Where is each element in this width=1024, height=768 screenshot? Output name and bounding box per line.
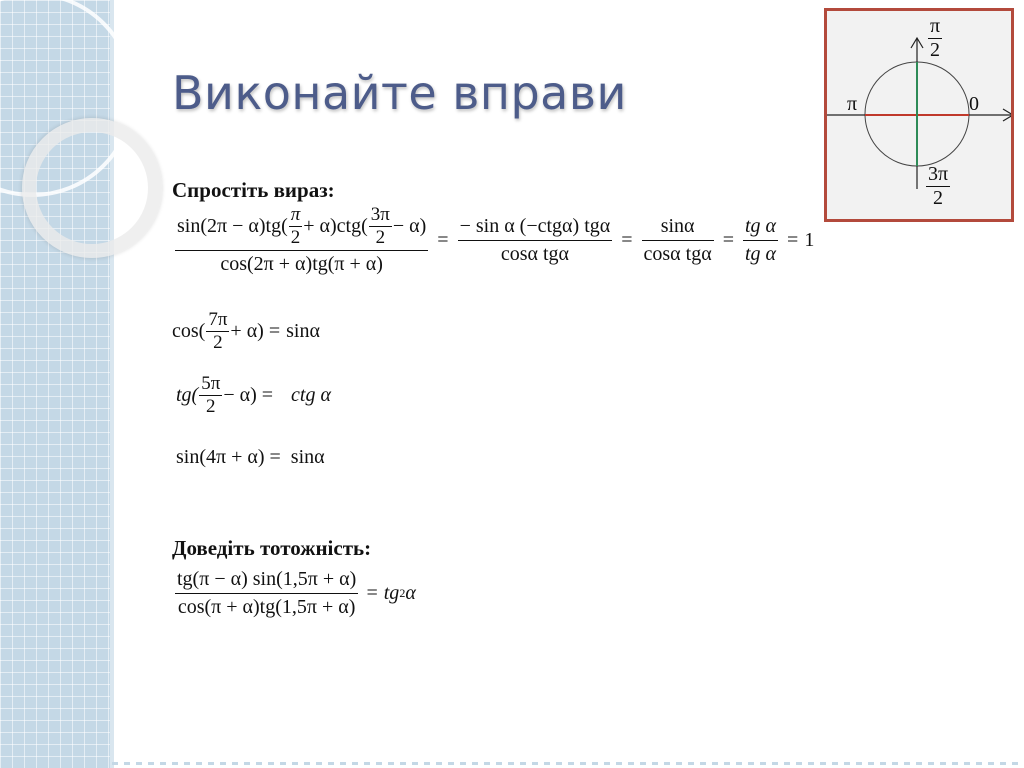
step1-denominator: cosα tgα xyxy=(458,240,613,266)
equals-sign: = xyxy=(722,228,734,251)
exercise-answer: sinα xyxy=(290,446,325,468)
label-zero: 0 xyxy=(969,93,979,115)
step2-fraction xyxy=(642,215,714,266)
three-pi-over-2 xyxy=(369,205,392,248)
result-value: 1 xyxy=(804,228,815,251)
main-denominator: cos(2π + α)tg(π + α) xyxy=(175,250,428,276)
equals-sign: = xyxy=(621,228,633,251)
fraction-numerator: 5π xyxy=(201,373,221,394)
exercise-suffix: − α) = xyxy=(223,383,274,406)
step2-denominator: cosα tgα xyxy=(642,240,714,266)
numerator-sin-part: sin(2π − α)tg( xyxy=(177,214,288,237)
three-pi-text: 3π xyxy=(370,204,390,225)
label-denominator: 2 xyxy=(926,186,950,209)
fraction-denominator: 2 xyxy=(206,331,229,353)
main-numerator xyxy=(175,205,428,250)
numerator-ctg-part: + α)ctg( xyxy=(303,214,368,237)
exercise-answer: ctg α xyxy=(291,383,331,406)
label-pi-over-2 xyxy=(928,16,942,61)
fraction-numerator: 7π xyxy=(208,309,228,330)
exercise-sin xyxy=(176,446,325,469)
exercise-suffix: + α) = xyxy=(230,319,281,342)
fraction-denominator: 2 xyxy=(199,395,222,417)
label-numerator: π xyxy=(930,15,941,37)
main-fraction xyxy=(175,205,428,276)
two-text: 2 xyxy=(369,226,392,248)
prove-heading: Доведіть тотожність: xyxy=(172,536,372,560)
seven-pi-over-2 xyxy=(206,310,229,353)
identity-variable: α xyxy=(405,582,416,604)
five-pi-over-2 xyxy=(199,374,222,417)
identity-exponent: 2 xyxy=(399,586,406,600)
identity-rhs: = tg xyxy=(365,582,400,604)
exercise-text: sin(4π + α) = xyxy=(176,446,281,468)
label-3pi-over-2 xyxy=(926,164,950,209)
step3-numerator: tg α xyxy=(744,214,777,237)
exercise-prefix: tg( xyxy=(176,383,199,406)
decorative-bottom-border xyxy=(112,762,1024,765)
step3-fraction xyxy=(743,215,778,266)
identity-denominator: cos(π + α)tg(1,5π + α) xyxy=(175,593,358,619)
identity-equation xyxy=(172,568,416,619)
label-numerator: 3π xyxy=(928,163,949,185)
exercise-prefix: cos( xyxy=(172,319,206,342)
simplify-heading: Спростіть вираз: xyxy=(172,178,335,202)
identity-fraction xyxy=(175,568,358,619)
step3-denominator: tg α xyxy=(743,240,778,266)
slide-title: Виконайте вправи xyxy=(172,66,627,120)
pi-text: π xyxy=(290,204,301,225)
two-text: 2 xyxy=(289,226,303,248)
equals-sign: = xyxy=(437,228,449,251)
numerator-close-part: − α) xyxy=(392,214,427,237)
step1-numerator: − sin α (−ctgα) tgα xyxy=(459,214,611,237)
unit-circle-diagram xyxy=(824,8,1014,222)
identity-numerator: tg(π − α) sin(1,5π + α) xyxy=(177,568,357,590)
main-equation xyxy=(172,205,814,276)
decorative-ring xyxy=(22,118,162,258)
label-denominator: 2 xyxy=(928,38,942,61)
equals-sign: = xyxy=(787,228,799,251)
label-pi: π xyxy=(847,93,858,115)
exercise-answer: sinα xyxy=(286,319,320,342)
step2-numerator: sinα xyxy=(660,214,695,237)
step1-fraction xyxy=(458,215,613,266)
exercise-cos xyxy=(172,310,320,353)
exercise-tg xyxy=(176,374,331,417)
pi-over-2 xyxy=(289,205,303,248)
